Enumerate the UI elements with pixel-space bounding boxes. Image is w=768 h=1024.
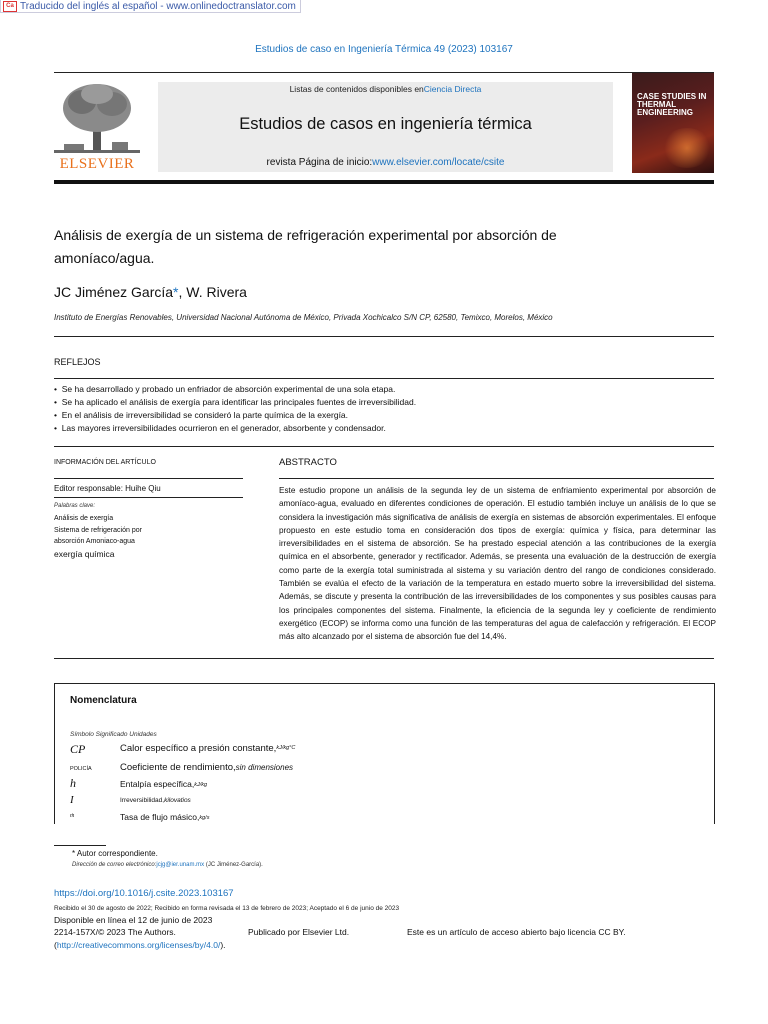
nomenclature-row	[120, 743, 295, 754]
email-link[interactable]: jcjg@ier.unam.mx	[156, 862, 205, 868]
rule-before-highlights	[54, 336, 714, 337]
highlights-list	[54, 383, 714, 435]
header-rule-bottom	[54, 180, 714, 184]
email-note	[72, 862, 263, 868]
homepage-line	[158, 157, 613, 168]
contents-prefix: Listas de contenidos disponibles en	[289, 84, 424, 94]
cover-title: CASE STUDIES IN THERMAL ENGINEERING	[637, 92, 707, 117]
license-close: ).	[220, 940, 226, 950]
author-jimenez[interactable]: JC Jiménez García	[54, 284, 174, 300]
nomenclature-meaning: Coeficiente de rendimiento,	[120, 762, 236, 773]
nomenclature-header: Símbolo Significado Unidades	[70, 731, 157, 738]
nomenclature-symbol: I	[70, 794, 74, 806]
journal-cover-image	[632, 73, 714, 173]
article-info-label: INFORMACIÓN DEL ARTÍCULO	[54, 459, 156, 466]
affiliation: Instituto de Energías Renovables, Universidad Nacional Autónoma de México, Privada Xochicalco S/N CP, 62580, Temixco, Morelos, México	[54, 313, 553, 322]
abstract-text: Este estudio propone un análisis de la segunda ley de un sistema de enfriamiento experimental por absorción de amoníaco-agua, evaluado en diferentes condiciones de operación. El estudio también incluye un análisis de lo que se considera la investigación más significativa de análisis de exergía en sistemas de absorción experimentales. El enfoque propuesto en este estudio toma en consideración dos tipos de exergía: química y física, para determinar las irreversibilidades en el sistema de absorción. Se ha prestado especial atención a las contribuciones de la exergía química en el absorbente, generador y rectificador. Además, se presenta una evaluación de la destrucción de exergía como parte de la exergía total suministrada al sistema y su variación dentro del rango de condiciones considerado. También se evalúa el efecto de la variación de la temperatura en estado muerto sobre la irreversibilidad del sistema. Además, se discute y presenta la contribución de las irreversibilidades de los componentes y sus posibles causas para los principales componentes del sistema. Finalmente, la eficiencia de la segunda ley y coeficiente de rendimiento exergético (ECOP) se informa como una función de las temperaturas del agua de calefacción y refrigeración. El ECOP más alto alcanzado por el sistema de absorción fue del 14,4%.	[279, 486, 716, 642]
rule-abstract-bottom	[54, 658, 714, 659]
highlight-text: Se ha desarrollado y probado un enfriador de absorción experimental de una sola etapa.	[61, 384, 396, 394]
rule-highlights-top	[54, 378, 714, 379]
online-date: Disponible en línea el 12 de junio de 2023	[54, 915, 213, 925]
email-owner: (JC Jiménez-García).	[205, 862, 263, 868]
nomenclature-meaning: Calor específico a presión constante,	[120, 743, 277, 754]
nomenclature-row	[120, 762, 293, 773]
header-rule-top	[54, 72, 714, 73]
license-text: Este es un artículo de acceso abierto bajo licencia CC BY.	[407, 927, 626, 937]
keyword-item[interactable]: exergía química	[54, 549, 115, 559]
license-link[interactable]: http://creativecommons.org/licenses/by/4.0/	[56, 940, 221, 950]
nomenclature-symbol: POLICÍA	[70, 766, 92, 772]
copyright: 2214-157X/© 2023 The Authors.	[54, 927, 176, 937]
rule-abstract-top	[279, 478, 714, 479]
nomenclature-symbol: h	[70, 776, 76, 790]
doi-link[interactable]: https://doi.org/10.1016/j.csite.2023.103167	[54, 888, 234, 899]
publisher-name: ELSEVIER	[59, 156, 135, 172]
contents-line	[158, 84, 613, 94]
cover-glow	[662, 128, 712, 168]
keyword-item[interactable]: Análisis de exergía	[54, 515, 114, 522]
nomenclature-unit: sin dimensiones	[235, 763, 294, 772]
keywords-label: Palabras clave:	[54, 503, 96, 509]
homepage-prefix: revista Página de inicio:	[266, 157, 373, 168]
nomenclature-unit: kJ/kg°C	[276, 745, 296, 752]
translator-banner-text: Traducido del inglés al español - www.onlinedoctranslator.com	[20, 0, 296, 12]
highlight-text: Se ha aplicado el análisis de exergía para identificar las principales fuentes de irreversibilidad.	[61, 397, 417, 407]
highlight-item: • En el análisis de irreversibilidad se consideró la parte química de la exergía.	[54, 410, 349, 420]
highlights-label: REFLEJOS	[54, 357, 101, 367]
nomenclature-meaning: Tasa de flujo másico,	[120, 812, 200, 822]
footnote-rule	[54, 845, 106, 846]
nomenclature-row	[120, 779, 207, 789]
author-list	[54, 284, 247, 300]
journal-title: Estudios de casos en ingeniería térmica	[239, 115, 532, 133]
highlight-item: • Se ha desarrollado y probado un enfriador de absorción experimental de una sola etapa.	[54, 384, 396, 394]
rule-highlights-bottom	[54, 446, 714, 447]
email-prefix: Dirección de correo electrónico:	[72, 862, 157, 868]
highlight-item: • Se ha aplicado el análisis de exergía para identificar las principales fuentes de irreversibilidad.	[54, 397, 417, 407]
corresponding-author-note: * Autor correspondiente.	[72, 849, 158, 858]
nomenclature-unit: kilovatios	[164, 797, 191, 804]
nomenclature-symbol: CP	[70, 742, 86, 756]
translator-banner[interactable]	[0, 0, 301, 13]
corresponding-author-marker[interactable]: *	[173, 284, 179, 300]
homepage-link[interactable]: www.elsevier.com/locate/csite	[372, 157, 505, 168]
translate-icon: Ca	[3, 1, 17, 12]
abstract-label: ABSTRACTO	[279, 457, 337, 468]
nomenclature-unit: kJ/kg	[194, 781, 208, 788]
sciencedirect-link[interactable]: Ciencia Directa	[423, 84, 482, 94]
nomenclature-meaning: Irreversibilidad,	[120, 797, 165, 804]
highlight-item: • Las mayores irreversibilidades ocurrieron en el generador, absorbente y condensador.	[54, 423, 386, 433]
rule-info-top	[54, 478, 243, 479]
received-dates: Recibido el 30 de agosto de 2022; Recibido en forma revisada el 13 de febrero de 2023; Aceptado el 6 de junio de 2023	[54, 905, 400, 912]
author-rivera[interactable]: , W. Rivera	[178, 284, 247, 300]
highlight-text: Las mayores irreversibilidades ocurrieron en el generador, absorbente y condensador.	[61, 423, 386, 433]
publisher-line: Publicado por Elsevier Ltd.	[248, 927, 350, 937]
article-title: Análisis de exergía de un sistema de refrigeración experimental por absorción de amoníaco/agua.	[54, 227, 557, 266]
nomenclature-title: Nomenclatura	[70, 695, 137, 706]
license-line	[54, 940, 226, 950]
license-open: (	[54, 940, 57, 950]
nomenclature-meaning: Entalpía específica,	[120, 779, 195, 789]
nomenclature-unit: kg/s	[199, 814, 210, 821]
nomenclature-symbol: ṁ	[70, 813, 75, 819]
highlight-text: En el análisis de irreversibilidad se consideró la parte química de la exergía.	[61, 410, 349, 420]
journal-reference[interactable]: Estudios de caso en Ingeniería Térmica 49 (2023) 103167	[255, 44, 513, 55]
nomenclature-row	[120, 797, 191, 804]
rule-info-editor	[54, 497, 243, 498]
nomenclature-row	[120, 812, 209, 822]
keyword-item[interactable]: Sistema de refrigeración por	[54, 527, 142, 534]
handling-editor: Editor responsable: Huihe Qiu	[54, 484, 161, 493]
keyword-item[interactable]: absorción Amoniaco-agua	[54, 538, 135, 545]
